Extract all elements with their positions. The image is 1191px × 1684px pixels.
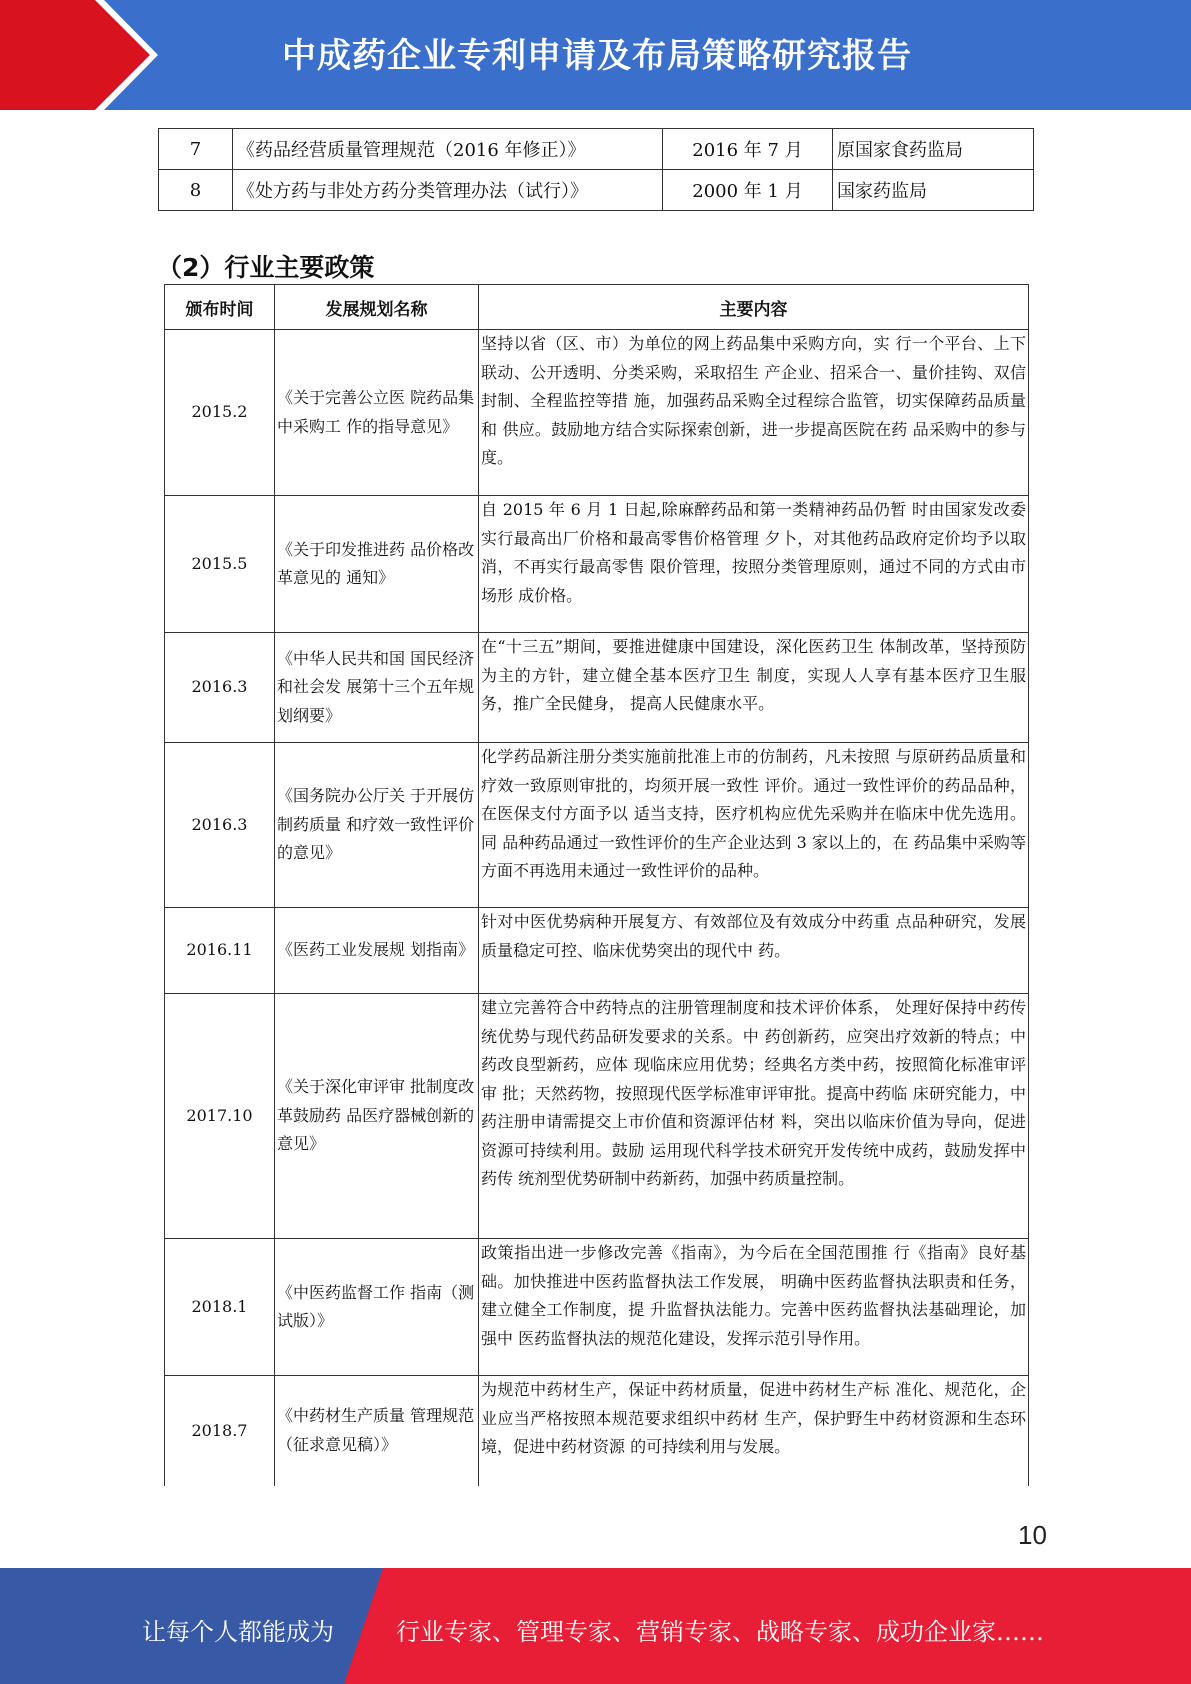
table-row: [165, 908, 1029, 994]
policy-name: 《国务院办公厅关 于开展仿制药质量 和疗效一致性评价 的意见》: [275, 743, 479, 908]
table-row: [159, 129, 1034, 170]
policy-table: [164, 284, 1029, 1486]
regulation-date: 2000 年 1 月: [663, 170, 833, 211]
policy-date: 2016.3: [165, 633, 275, 743]
column-header-date: 颁布时间: [165, 285, 275, 330]
policy-content: 坚持以省（区、市）为单位的网上药品集中采购方向，实 行一个平台、上下联动、公开透明、分类采购，采取招生 产企业、招采合一、量价挂钩、双信封制、全程监控等措 施，加强药品采购全过程综合监管，切实保障药品质量和 供应。鼓励地方结合实际探索创新，进一步提高医院在药 品采购中的参与度。: [479, 330, 1029, 496]
footer-slogan-left: 让每个人都能成为: [142, 1618, 334, 1646]
policy-date: 2018.7: [165, 1376, 275, 1486]
table-row: [165, 496, 1029, 633]
regulation-name: 《药品经营质量管理规范（2016 年修正）》: [233, 129, 663, 170]
regulation-issuer: 原国家食药监局: [833, 129, 1034, 170]
policy-date: 2016.3: [165, 743, 275, 908]
table-row: [165, 743, 1029, 908]
regulation-name: 《处方药与非处方药分类管理办法（试行）》: [233, 170, 663, 211]
page-number: 10: [1018, 1520, 1047, 1550]
table-row: [165, 994, 1029, 1239]
regulation-issuer: 国家药监局: [833, 170, 1034, 211]
policy-name: 《中华人民共和国 国民经济和社会发 展第十三个五年规 划纲要》: [275, 633, 479, 743]
table-header-row: [165, 285, 1029, 330]
policy-date: 2015.5: [165, 496, 275, 633]
policy-content: 化学药品新注册分类实施前批准上市的仿制药，凡未按照 与原研药品质量和疗效一致原则审批的，均须开展一致性 评价。通过一致性评价的药品品种，在医保支付方面予以 适当支持，医疗机构应优先采购并在临床中优先选用。同 品种药品通过一致性评价的生产企业达到 3 家以上的，在 药品集中采购等方面不再选用未通过一致性评价的品种。: [479, 743, 1029, 908]
table-row: [165, 1376, 1029, 1486]
page-header: [0, 0, 1191, 110]
policy-content: 自 2015 年 6 月 1 日起,除麻醉药品和第一类精神药品仍暂 时由国家发改委实行最高出厂价格和最高零售价格管理 夕卜，对其他药品政府定价均予以取消，不再实行最高零售 限价管理，按照分类管理原则，通过不同的方式由市场形 成价格。: [479, 496, 1029, 633]
policy-name: 《中药材生产质量 管理规范（征求意见稿）》: [275, 1376, 479, 1486]
policy-content: 建立完善符合中药特点的注册管理制度和技术评价体系， 处理好保持中药传统优势与现代药品研发要求的关系。中 药创新药，应突出疗效新的特点；中药改良型新药，应体 现临床应用优势；经典名方类中药，按照简化标准审评审 批；天然药物，按照现代医学标准审评审批。提高中药临 床研究能力，中药注册申请需提交上市价值和资源评估材 料，突出以临床价值为导向，促进资源可持续利用。鼓励 运用现代科学技术研究开发传统中成药，鼓励发挥中药传 统剂型优势研制中药新药，加强中药质量控制。: [479, 994, 1029, 1239]
row-number: 7: [159, 129, 233, 170]
table-row: [159, 170, 1034, 211]
table-row: [165, 1239, 1029, 1376]
footer-slogan-right: 行业专家、管理专家、营销专家、战略专家、成功企业家……: [396, 1618, 1044, 1646]
regulations-table: [158, 128, 1034, 211]
column-header-content: 主要内容: [479, 285, 1029, 330]
policy-name: 《关于完善公立医 院药品集中采购工 作的指导意见》: [275, 330, 479, 496]
policy-name: 《医药工业发展规 划指南》: [275, 908, 479, 994]
policy-date: 2018.1: [165, 1239, 275, 1376]
table-row: [165, 330, 1029, 496]
regulation-date: 2016 年 7 月: [663, 129, 833, 170]
policy-content: 在“十三五”期间，要推进健康中国建设，深化医药卫生 体制改革，坚持预防为主的方针，建立健全基本医疗卫生 制度，实现人人享有基本医疗卫生服务，推广全民健身， 提高人民健康水平。: [479, 633, 1029, 743]
policy-content: 为规范中药材生产，保证中药材质量，促进中药材生产标 准化、规范化，企业应当严格按照本规范要求组织中药材 生产，保护野生中药材资源和生态环境，促进中药材资源 的可持续利用与发展。: [479, 1376, 1029, 1486]
policy-name: 《关于印发推进药 品价格改革意见的 通知》: [275, 496, 479, 633]
row-number: 8: [159, 170, 233, 211]
policy-name: 《关于深化审评审 批制度改革鼓励药 品医疗器械创新的 意见》: [275, 994, 479, 1239]
policy-date: 2015.2: [165, 330, 275, 496]
column-header-name: 发展规划名称: [275, 285, 479, 330]
report-title: 中成药企业专利申请及布局策略研究报告: [282, 36, 912, 76]
policy-content: 针对中医优势病种开展复方、有效部位及有效成分中药重 点品种研究，发展质量稳定可控、临床优势突出的现代中 药。: [479, 908, 1029, 994]
policy-content: 政策指出进一步修改完善《指南》，为今后在全国范围推 行《指南》良好基础。加快推进中医药监督执法工作发展， 明确中医药监督执法职责和任务，建立健全工作制度，提 升监督执法能力。完善中医药监督执法基础理论，加强中 医药监督执法的规范化建设，发挥示范引导作用。: [479, 1239, 1029, 1376]
section-title: （2）行业主要政策: [157, 253, 375, 282]
policy-date: 2016.11: [165, 908, 275, 994]
policy-date: 2017.10: [165, 994, 275, 1239]
policy-name: 《中医药监督工作 指南（测试版）》: [275, 1239, 479, 1376]
page-footer: [0, 1568, 1191, 1684]
table-row: [165, 633, 1029, 743]
